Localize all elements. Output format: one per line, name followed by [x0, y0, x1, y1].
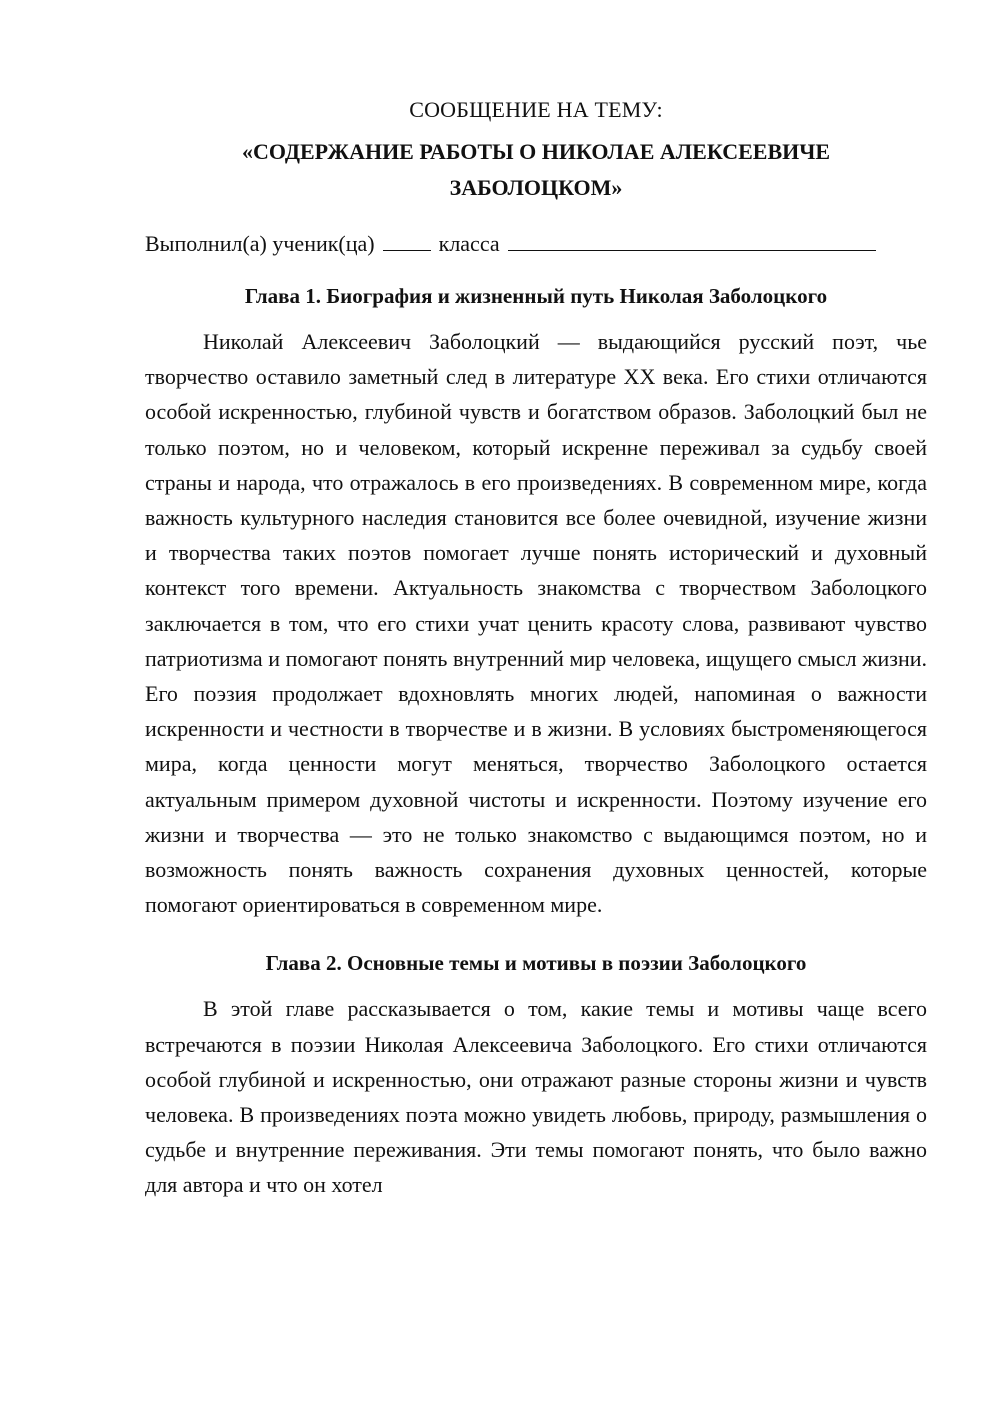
- document-type-line: СООБЩЕНИЕ НА ТЕМУ:: [409, 97, 663, 122]
- chapter-2-heading: Глава 2. Основные темы и мотивы в поэзии Заболоцкого: [265, 951, 807, 976]
- author-line: [145, 226, 927, 261]
- document-title: «СОДЕРЖАНИЕ РАБОТЫ О НИКОЛАЕ АЛЕКСЕЕВИЧЕ ЗАБОЛОЦКОМ»: [241, 139, 831, 200]
- class-label: класса: [438, 231, 500, 256]
- class-number-blank: [383, 230, 431, 251]
- chapter-1-paragraph: Николай Алексеевич Заболоцкий — выдающийся русский поэт, чье творчество оставило заметный след в литературе XX века. Его стихи отличаются особой искренностью, глубиной чувств и богатством образов. Заболоцкий был не только поэтом, но и человеком, который искренне переживал за судьбу своей страны и народа, что отражалось в его произведениях. В современном мире, когда важность культурного наследия становится все более очевидной, изучение жизни и творчества таких поэтов помогает лучше понять исторический и духовный контекст того времени. Актуальность знакомства с творчеством Заболоцкого заключается в том, что его стихи учат ценить красоту слова, развивают чувство патриотизма и помогают понять внутренний мир человека, ищущего смысл жизни. Его поэзия продолжает вдохновлять многих людей, напоминая о важности искренности и честности в творчестве и в жизни. В условиях быстроменяющегося мира, когда ценности могут меняться, творчество Заболоцкого остается актуальным примером духовной чистоты и искренности. Поэтому изучение его жизни и творчества — это не только знакомство с выдающимся поэтом, но и возможность понять важность сохранения духовных ценностей, которые помогают ориентироваться в современном мире.: [145, 329, 927, 918]
- chapter-1-heading: Глава 1. Биография и жизненный путь Николая Заболоцкого: [244, 284, 828, 308]
- chapter-2-paragraph: В этой главе рассказывается о том, какие темы и мотивы чаще всего встречаются в поэзии Николая Алексеевича Заболоцкого. Его стихи отличаются особой глубиной и искренностью, они отражают разные стороны жизни и чувств человека. В произведениях поэта можно увидеть любовь, природу, размышления о судьбе и внутренние переживания. Эти темы помогают понять, что было важно для автора и что он хотел: [145, 996, 927, 1198]
- document-body: [145, 92, 927, 1203]
- student-name-blank: [508, 230, 876, 251]
- performed-by-label: Выполнил(а) ученик(ца): [145, 231, 375, 256]
